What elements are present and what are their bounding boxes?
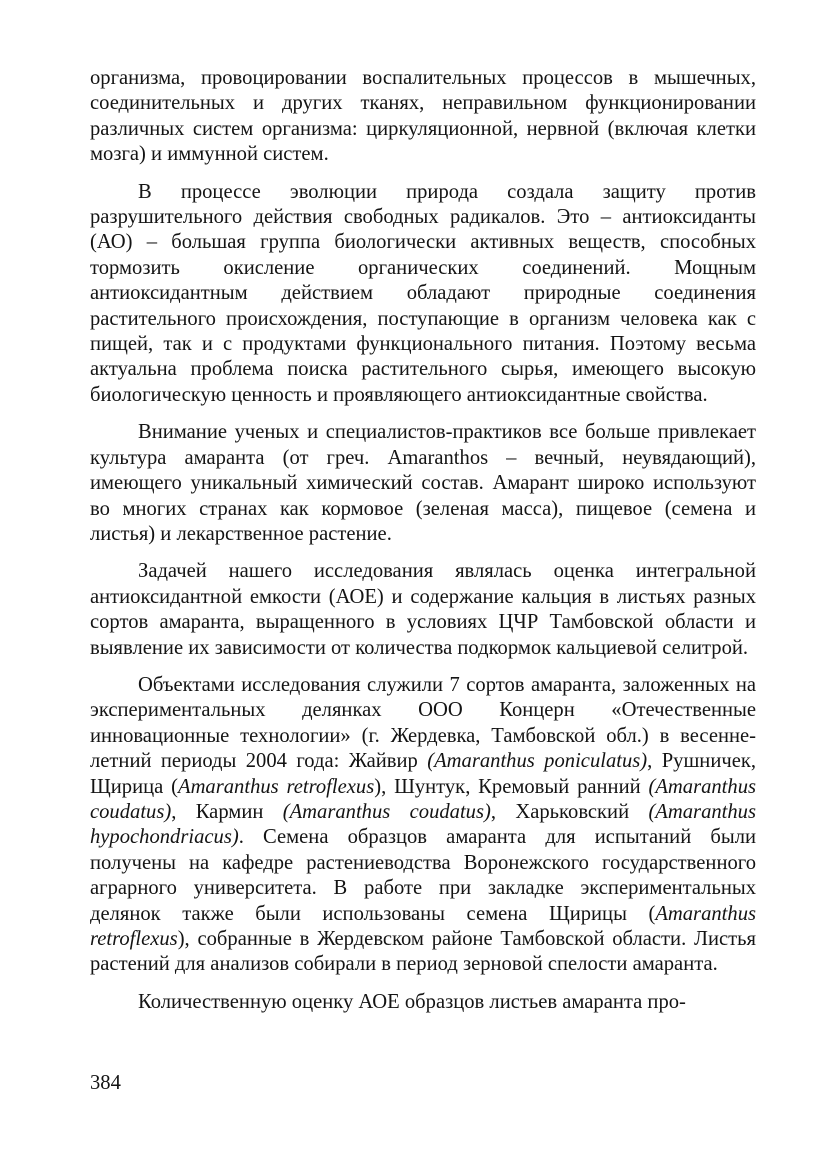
text-segment: , Харьковский (490, 800, 649, 823)
text-segment: организма, провоцировании воспалительных процессов в мышечных, соединительных и других тканях, неправильном функционировании различных систем организма: циркуляционной, нервной (включая клетки мозга) и иммунной систем. (90, 67, 756, 166)
paragraph-4 (90, 559, 756, 661)
text-segment: ), собранные в Жердевском районе Тамбовской области. Листья растений для анализов собирали в период зерновой спелости амаранта. (90, 928, 756, 976)
latin-species-name: Amaranthus retroflexus (90, 902, 756, 950)
latin-species-name: (Amaranthus poniculatus) (427, 750, 648, 773)
text-segment: Объектами исследования служили 7 сортов амаранта, заложенных на экспериментальных делянках ООО Концерн «Отечественные инновационные технологии» (г. Жердевка, Тамбовской обл.) в весенне-летний периоды 2004 года: Жайвир (90, 673, 756, 773)
page-body-text (90, 66, 756, 1015)
text-segment: Внимание ученых и специалистов-практиков все больше привлекает культура амаранта (от греч. Amaranthos – вечный, неувядающий), имеющего уникальный химический состав. Амарант широко используют во многих странах как кормовое (зеленая масса), пищевое (семена и листья) и лекарственное растение. (90, 421, 756, 545)
latin-species-name: Amaranthus retroflexus (177, 775, 375, 798)
text-segment: . Семена образцов амаранта для испытаний были получены на кафедре растениеводства Воронежского государственного аграрного университета. В работе при закладке экспериментальных делянок также были использованы семена Щирицы ( (90, 826, 756, 925)
paragraph-2 (90, 180, 756, 409)
text-segment: , Кармин (171, 800, 283, 823)
paragraph-1 (90, 66, 756, 168)
text-segment: Задачей нашего исследования являлась оценка интегральной антиоксидантной емкости (АОЕ) и содержание кальция в листьях разных сортов амаранта, выращенного в условиях ЦЧР Тамбовской области и выявление их зависимости от количества подкормок кальциевой селитрой. (90, 560, 756, 659)
latin-species-name: (Amaranthus hypochondriacus) (90, 800, 756, 849)
text-segment: В процессе эволюции природа создала защиту против разрушительного действия свободных радикалов. Это – антиоксиданты (АО) – большая группа биологически активных веществ, способных тормозить окисление органических соединений. Мощным антиоксидантным действием обладают природные соединения растительного происхождения, поступающие в организм человека как с пищей, так и с продуктами функционального питания. Поэтому весьма актуальна проблема поиска растительного сырья, имеющего высокую биологическую ценность и проявляющего антиоксидантные свойства. (90, 180, 756, 406)
paragraph-3 (90, 420, 756, 547)
latin-species-name: (Amaranthus coudatus) (90, 775, 757, 823)
paragraph-6 (90, 990, 756, 1015)
text-segment: ), Шунтук, Кремовый ранний (374, 775, 649, 798)
page-number: 384 (90, 1072, 121, 1094)
text-segment: , Рушничек, Щирица ( (90, 750, 756, 798)
paragraph-5 (90, 673, 756, 978)
latin-species-name: (Amaranthus coudatus) (282, 800, 491, 823)
text-segment: Количественную оценку АОЕ образцов листьев амаранта про- (138, 990, 686, 1013)
